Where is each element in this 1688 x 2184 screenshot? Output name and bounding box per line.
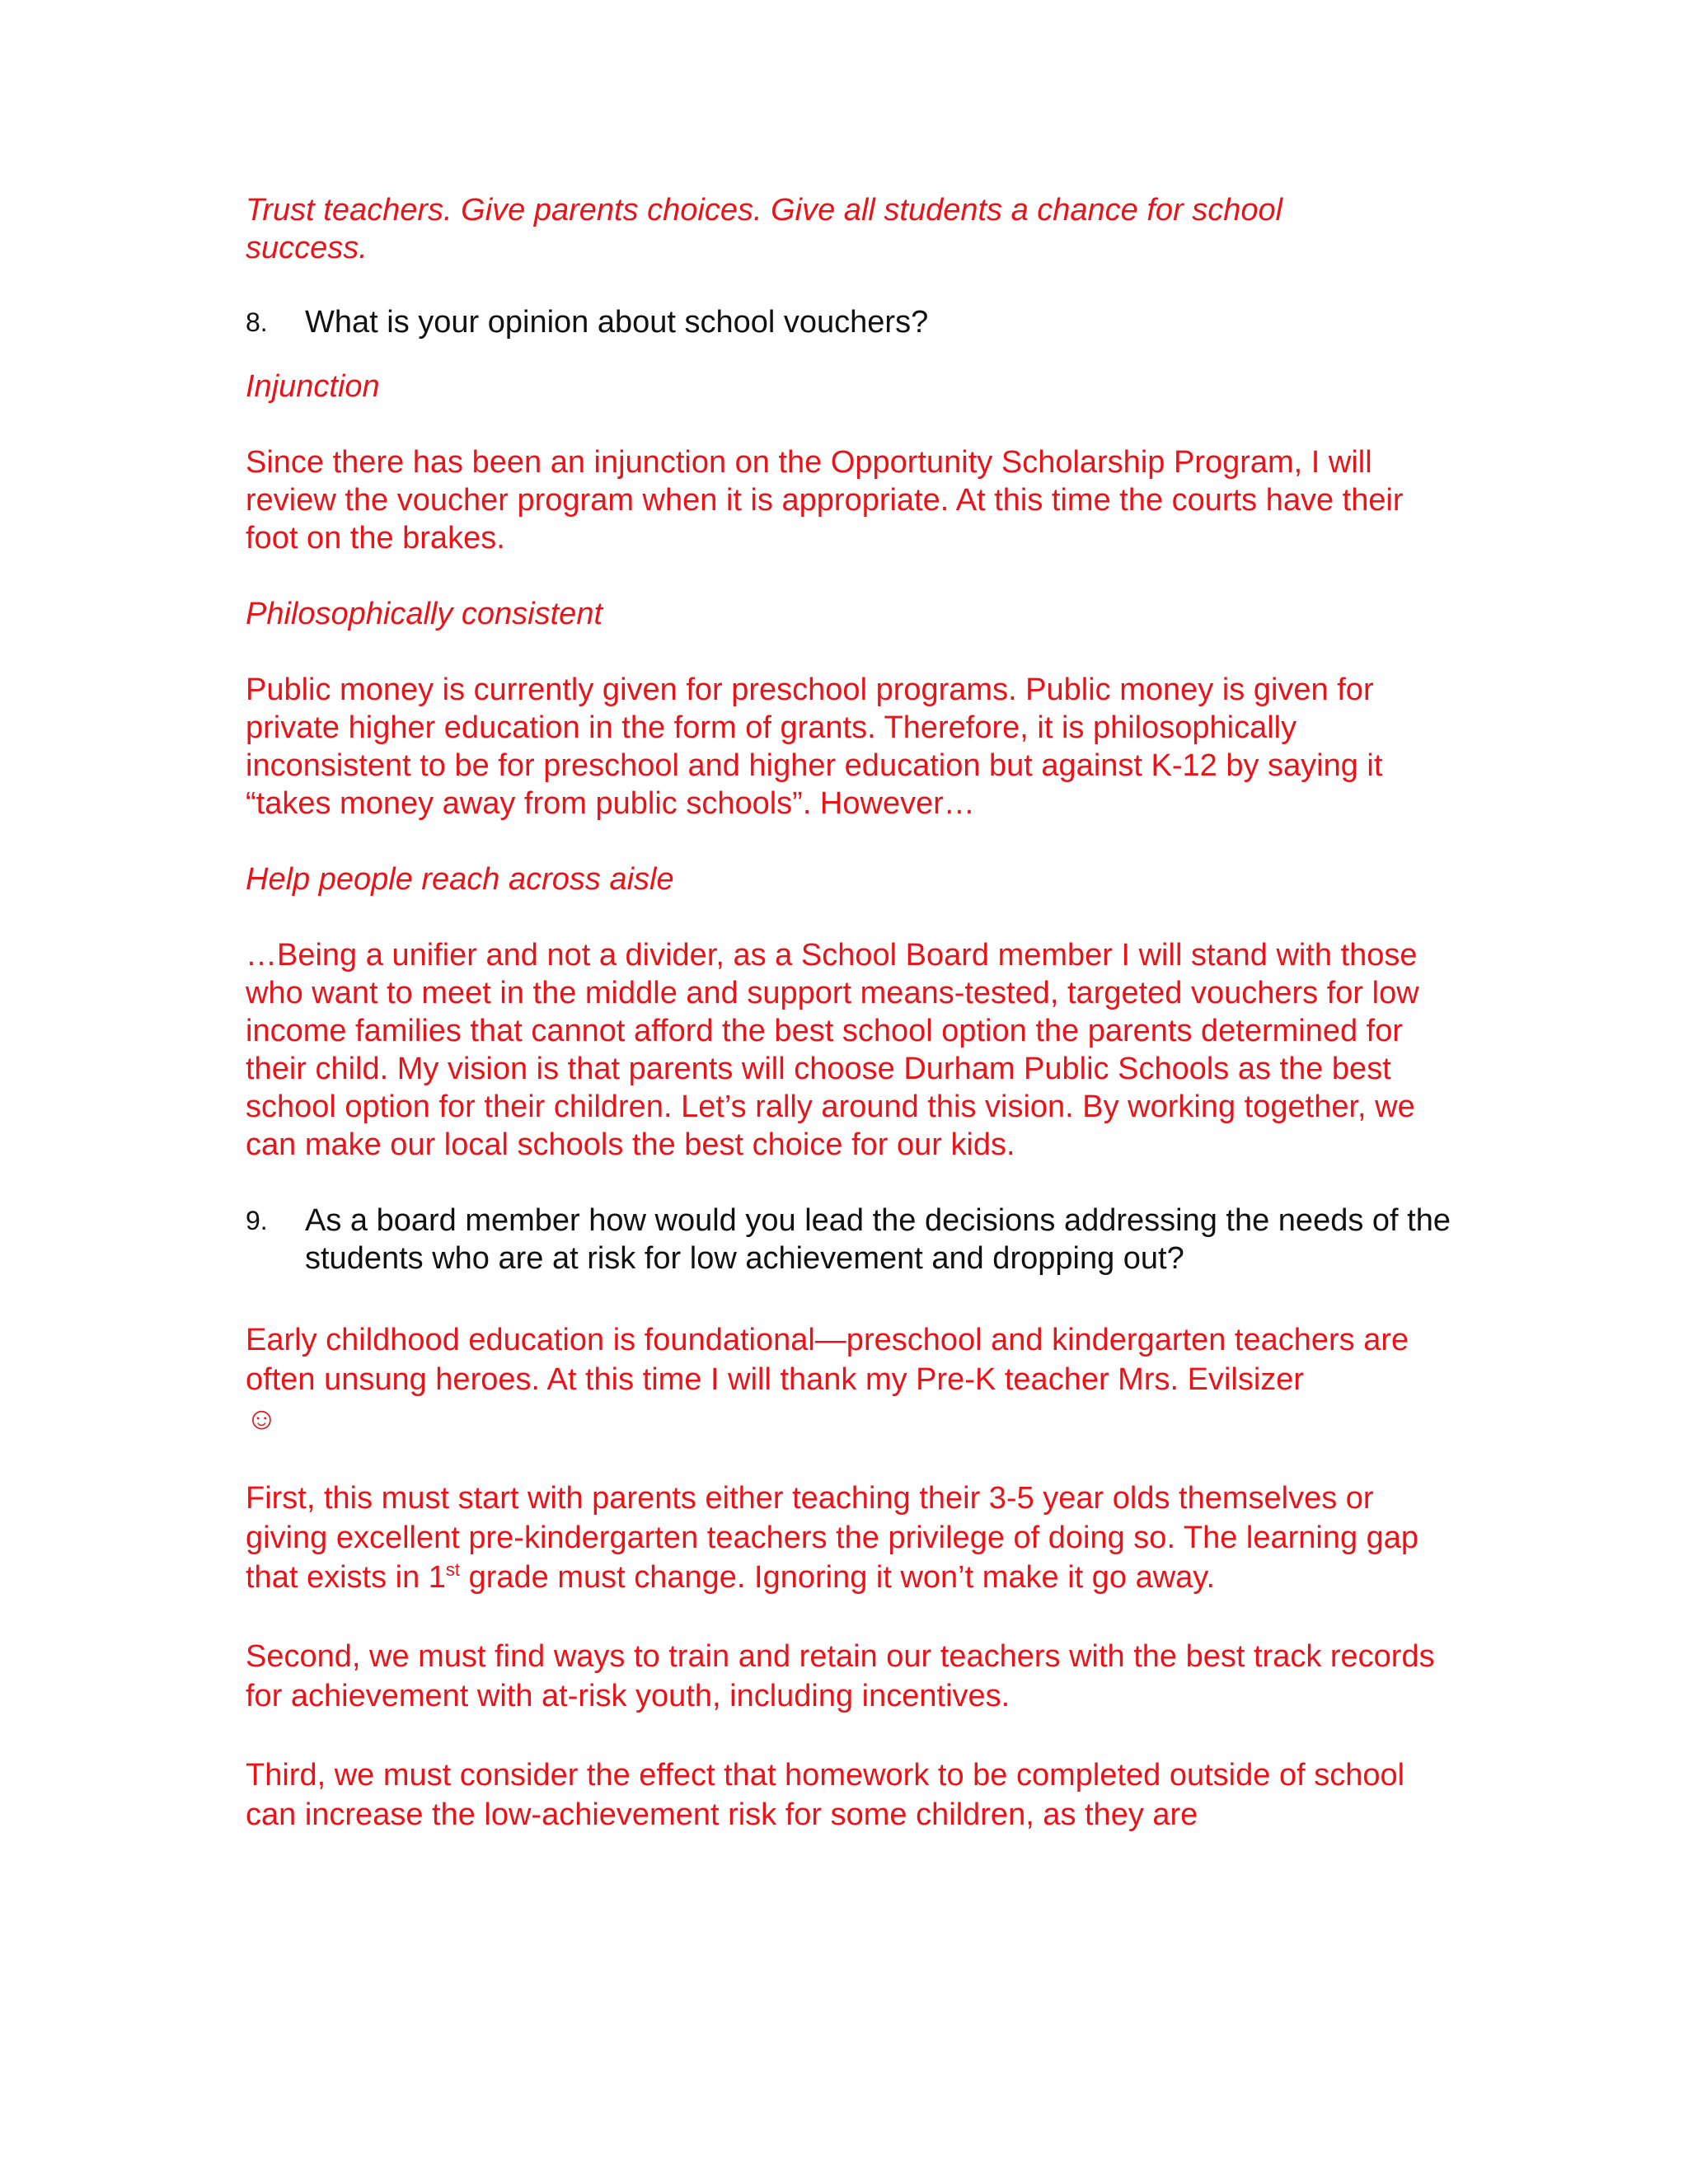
answer-early-childhood-text: Early childhood education is foundational—preschool and kindergarten teachers are often unsung heroes. At this time I will thank my Pre-K teacher Mrs. Evilsizer xyxy=(246,1323,1409,1397)
answer-first xyxy=(246,1479,1441,1597)
section-body-philosophically-consistent: Public money is currently given for preschool programs. Public money is given for private higher education in the form of grants. Therefore, it is philosophically inconsistent to be for preschool and higher education but against K-12 by saying it “takes money away from public schools”. However… xyxy=(246,673,1383,821)
question-8-text: What is your opinion about school vouchers? xyxy=(305,305,929,340)
answer-early-childhood xyxy=(246,1320,1441,1439)
answer-second: Second, we must find ways to train and retain our teachers with the best track records for achievement with at-risk youth, including incentives. xyxy=(246,1639,1435,1713)
question-9-number: 9. xyxy=(246,1206,268,1235)
section-heading-reach-across-aisle: Help people reach across aisle xyxy=(246,862,674,897)
answer-first-superscript: st xyxy=(445,1559,461,1580)
question-8-number: 8. xyxy=(246,307,268,337)
smiley-icon: ☺ xyxy=(246,1402,278,1436)
document-page xyxy=(246,191,1451,1835)
answer-third: Third, we must consider the effect that homework to be completed outside of school can increase the low-achievement risk for some children, as they are xyxy=(246,1758,1405,1832)
section-heading-philosophically-consistent: Philosophically consistent xyxy=(246,597,603,631)
answer-first-text-a: First, this must start with parents either teaching their 3-5 year olds themselves or giving excellent pre-kindergarten teachers the privilege of doing so. The learning gap that exists in 1 xyxy=(246,1481,1419,1595)
question-9 xyxy=(246,1202,1475,1277)
intro-line: Trust teachers. Give parents choices. Give all students a chance for school success. xyxy=(246,193,1283,265)
question-9-text: As a board member how would you lead the decisions addressing the needs of the students who are at risk for low achievement and dropping out? xyxy=(305,1203,1451,1276)
question-8 xyxy=(246,303,1441,341)
section-body-reach-across-aisle: …Being a unifier and not a divider, as a School Board member I will stand with those who want to meet in the middle and support means-tested, targeted vouchers for low income families that cannot afford the best school option the parents determined for their child. My vision is that parents will choose Durham Public Schools as the best school option for their children. Let’s rally around this vision. By working together, we can make our local schools the best choice for our kids. xyxy=(246,938,1419,1162)
section-body-injunction: Since there has been an injunction on the Opportunity Scholarship Program, I will review the voucher program when it is appropriate. At this time the courts have their foot on the brakes. xyxy=(246,445,1404,555)
section-heading-injunction: Injunction xyxy=(246,369,380,404)
answer-first-text-b: grade must change. Ignoring it won’t make it go away. xyxy=(460,1560,1216,1595)
